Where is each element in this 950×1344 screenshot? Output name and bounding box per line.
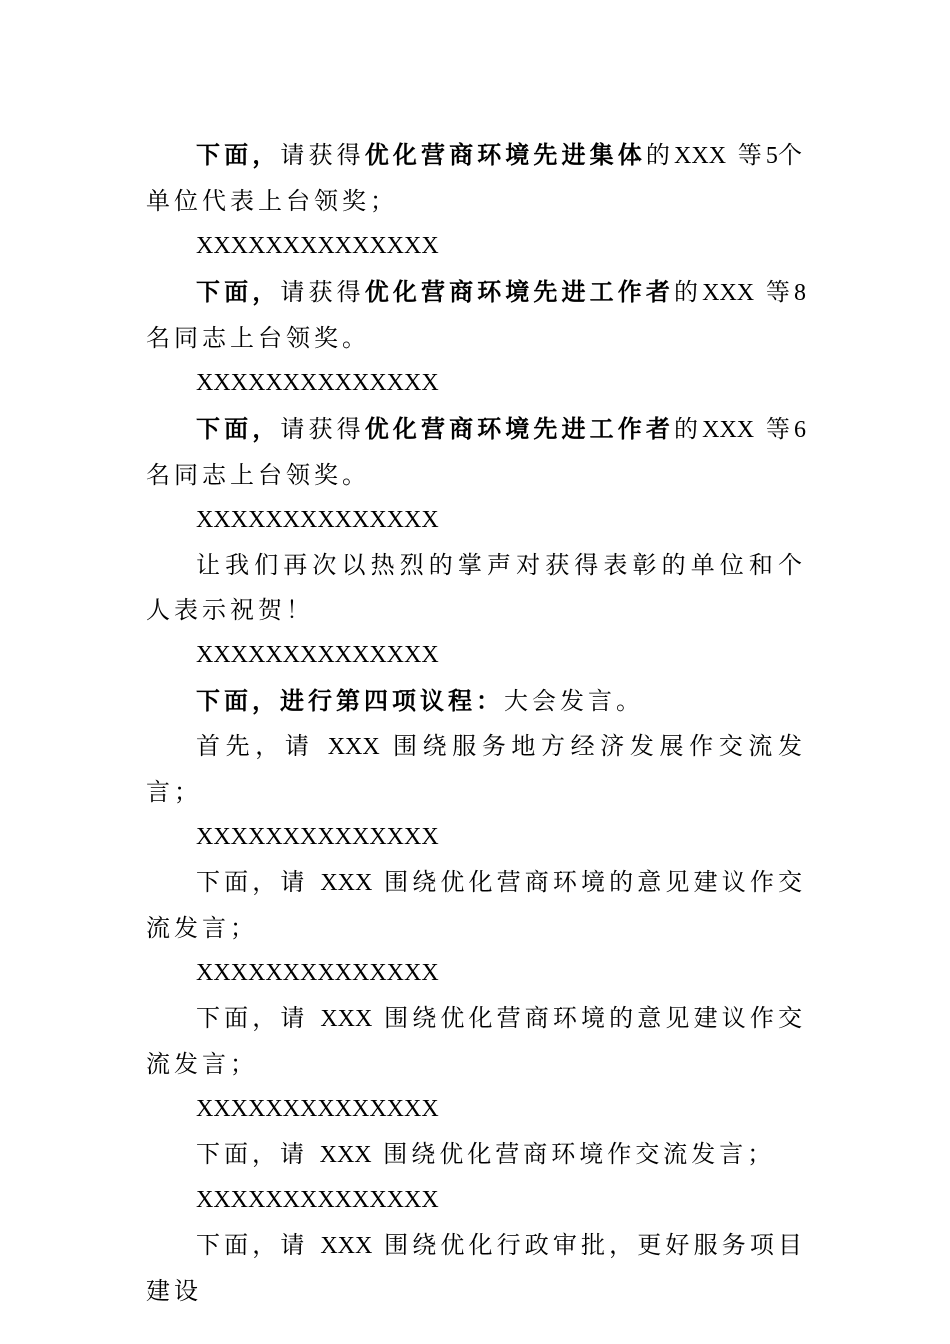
award-title: 优化营商环境先进工作者 — [364, 277, 675, 306]
text-segment: 个单位代表上台领奖； — [146, 141, 807, 215]
text-segment: 请获得 — [280, 278, 365, 306]
name-placeholder: XXX — [319, 1142, 372, 1168]
name-placeholder: XXX — [320, 1006, 373, 1032]
count-number: 6 — [794, 417, 807, 443]
award-title: 优化营商环境先进工作者 — [364, 414, 675, 443]
applause-paragraph: 让我们再次以热烈的掌声对获得表彰的单位和个人表示祝贺！ — [146, 551, 806, 624]
text-segment: 下面，请 — [196, 868, 309, 896]
text-segment: 的 — [674, 415, 703, 443]
bold-intro: 下面， — [196, 140, 281, 169]
agenda-paragraph — [146, 678, 806, 724]
placeholder-line: XXXXXXXXXXXXXX — [196, 642, 439, 668]
text-segment: 围绕服务地方经济发展作交流发言； — [146, 732, 806, 806]
text-segment: 下面，请 — [196, 1140, 308, 1168]
text-segment: 名同志上台领奖。 — [146, 324, 370, 352]
placeholder-line: XXXXXXXXXXXXXX — [196, 1096, 439, 1122]
count-number: 8 — [794, 280, 807, 306]
text-segment: 围绕优化行政审批，更好服务项目建设 — [146, 1231, 806, 1305]
agenda-item: 大会发言。 — [504, 687, 644, 715]
placeholder-line: XXXXXXXXXXXXXX — [196, 1187, 439, 1213]
document-page — [146, 132, 806, 1314]
text-segment: 下面，请 — [196, 1231, 309, 1259]
text-segment: 请获得 — [280, 415, 365, 443]
award-paragraph-collective — [146, 132, 806, 224]
award-paragraph-workers-1 — [146, 269, 806, 361]
placeholder-line: XXXXXXXXXXXXXX — [196, 824, 439, 850]
text-segment: 等 — [765, 278, 795, 306]
name-placeholder: XXX — [327, 734, 380, 760]
placeholder-line: XXXXXXXXXXXXXX — [196, 960, 439, 986]
bold-intro: 下面， — [196, 414, 281, 443]
speech-paragraph-5 — [146, 1223, 806, 1314]
placeholder-line: XXXXXXXXXXXXXX — [196, 233, 439, 259]
text-segment: 的 — [645, 141, 675, 169]
text-segment: 下面，请 — [196, 1004, 309, 1032]
name-placeholder: XXX — [702, 280, 755, 306]
text-segment: 首先，请 — [196, 732, 315, 760]
speech-paragraph-2 — [146, 860, 806, 951]
text-segment: 请获得 — [280, 141, 365, 169]
speech-paragraph-1 — [146, 724, 806, 815]
placeholder-line: XXXXXXXXXXXXXX — [196, 507, 439, 533]
name-placeholder: XXX — [674, 143, 727, 169]
bold-intro: 下面， — [196, 277, 281, 306]
text-segment: 名同志上台领奖。 — [146, 461, 370, 489]
award-title: 优化营商环境先进集体 — [364, 140, 646, 169]
agenda-heading: 下面，进行第四项议程： — [196, 686, 504, 715]
text-segment: 的 — [674, 278, 703, 306]
name-placeholder: XXX — [320, 870, 373, 896]
text-segment: 等 — [737, 141, 766, 169]
count-number: 5 — [765, 143, 778, 169]
text-segment: 围绕优化营商环境的意见建议作交流发言； — [146, 1004, 806, 1078]
speech-paragraph-4 — [146, 1132, 806, 1178]
name-placeholder: XXX — [702, 417, 755, 443]
text-segment: 围绕优化营商环境的意见建议作交流发言； — [146, 868, 806, 942]
speech-paragraph-3 — [146, 996, 806, 1087]
placeholder-line: XXXXXXXXXXXXXX — [196, 370, 439, 396]
text-segment: 围绕优化营商环境作交流发言； — [383, 1140, 776, 1168]
award-paragraph-workers-2 — [146, 406, 806, 498]
name-placeholder: XXX — [320, 1233, 373, 1259]
text-segment: 等 — [765, 415, 795, 443]
